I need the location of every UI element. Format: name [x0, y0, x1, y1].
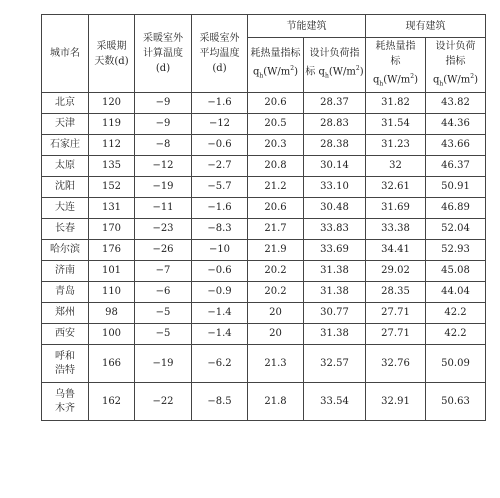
table-row: [42, 261, 486, 282]
header-existing-heat-index: 耗热量指 标 $q_h(W/m^2)$: [366, 38, 426, 93]
cell-energy-heat-index: 21.8: [248, 383, 304, 421]
cell-city: 太原: [42, 156, 89, 177]
header-calc-temp-line3: (d): [155, 63, 171, 74]
table-row: [42, 219, 486, 240]
cell-existing-heat-index: 34.41: [366, 240, 426, 261]
header-energy-load-line1: 设计负荷指: [309, 48, 360, 60]
cell-energy-heat-index: 21.7: [248, 219, 304, 240]
header-existing-load-line1: 设计负荷: [435, 40, 476, 52]
cell-energy-load-index: 28.38: [304, 135, 366, 156]
cell-avg-temp: −1.4: [192, 303, 248, 324]
cell-heating-days: 120: [89, 93, 135, 114]
cell-energy-load-index: 31.38: [304, 282, 366, 303]
cell-avg-temp: −8.5: [192, 383, 248, 421]
cell-city: 呼和 浩特: [42, 345, 89, 383]
cell-energy-heat-index: 20.5: [248, 114, 304, 135]
header-avg-temp-line2: 平均温度: [199, 48, 240, 59]
cell-energy-heat-index: 20.6: [248, 198, 304, 219]
cell-calc-temp: −19: [135, 177, 192, 198]
header-avg-temp: [192, 15, 248, 93]
cell-city: 石家庄: [42, 135, 89, 156]
header-heating-days-line2: 天数(d): [94, 55, 129, 67]
table-row: [42, 282, 486, 303]
header-existing-heat-line2: 标: [390, 55, 401, 67]
cell-city: 哈尔滨: [42, 240, 89, 261]
cell-existing-heat-index: 31.23: [366, 135, 426, 156]
header-energy-heat-line1: 耗热量指标: [250, 48, 301, 60]
table-row: [42, 156, 486, 177]
cell-avg-temp: −1.4: [192, 324, 248, 345]
cell-existing-heat-index: 33.38: [366, 219, 426, 240]
cell-energy-heat-index: 20.6: [248, 93, 304, 114]
header-existing-heat-line1: 耗热量指: [375, 40, 416, 52]
cell-heating-days: 100: [89, 324, 135, 345]
cell-existing-load-index: 50.09: [426, 345, 486, 383]
header-calc-temp-line1: 采暖室外: [143, 33, 183, 44]
cell-existing-heat-index: 27.71: [366, 324, 426, 345]
cell-existing-load-index: 50.63: [426, 383, 486, 421]
cell-energy-heat-index: 20.3: [248, 135, 304, 156]
header-avg-temp-line3: (d): [212, 63, 227, 74]
cell-avg-temp: −0.9: [192, 282, 248, 303]
cell-avg-temp: −12: [192, 114, 248, 135]
cell-calc-temp: −22: [135, 383, 192, 421]
cell-city: 大连: [42, 198, 89, 219]
cell-calc-temp: −5: [135, 303, 192, 324]
cell-city: 济南: [42, 261, 89, 282]
cell-calc-temp: −6: [135, 282, 192, 303]
cell-avg-temp: −8.3: [192, 219, 248, 240]
cell-energy-heat-index: 20.2: [248, 261, 304, 282]
cell-existing-load-index: 42.2: [426, 303, 486, 324]
header-energy-saving-group: 节能建筑: [248, 15, 366, 38]
cell-city: 郑州: [42, 303, 89, 324]
heating-index-table: [41, 14, 486, 421]
cell-avg-temp: −6.2: [192, 345, 248, 383]
table-row: [42, 114, 486, 135]
cell-existing-heat-index: 27.71: [366, 303, 426, 324]
cell-city: 沈阳: [42, 177, 89, 198]
header-calc-temp-line2: 计算温度: [143, 48, 183, 59]
table-row: [42, 383, 486, 421]
cell-avg-temp: −0.6: [192, 135, 248, 156]
cell-energy-load-index: 31.38: [304, 324, 366, 345]
cell-existing-load-index: 44.04: [426, 282, 486, 303]
table-row: [42, 93, 486, 114]
cell-heating-days: 176: [89, 240, 135, 261]
header-existing-load-index: 设计负荷 指标 $q_h(W/m^2)$: [426, 38, 486, 93]
cell-energy-heat-index: 20: [248, 324, 304, 345]
cell-heating-days: 166: [89, 345, 135, 383]
cell-heating-days: 152: [89, 177, 135, 198]
cell-calc-temp: −11: [135, 198, 192, 219]
cell-energy-heat-index: 21.2: [248, 177, 304, 198]
cell-existing-heat-index: 31.69: [366, 198, 426, 219]
cell-city: 西安: [42, 324, 89, 345]
cell-heating-days: 98: [89, 303, 135, 324]
cell-energy-heat-index: 20.8: [248, 156, 304, 177]
cell-existing-heat-index: 29.02: [366, 261, 426, 282]
cell-energy-load-index: 32.57: [304, 345, 366, 383]
cell-calc-temp: −9: [135, 93, 192, 114]
cell-existing-heat-index: 32.76: [366, 345, 426, 383]
cell-energy-load-index: 30.48: [304, 198, 366, 219]
cell-existing-load-index: 46.89: [426, 198, 486, 219]
cell-existing-heat-index: 32.61: [366, 177, 426, 198]
cell-energy-load-index: 28.37: [304, 93, 366, 114]
cell-energy-load-index: 30.77: [304, 303, 366, 324]
cell-energy-load-index: 33.69: [304, 240, 366, 261]
cell-energy-load-index: 30.14: [304, 156, 366, 177]
cell-heating-days: 135: [89, 156, 135, 177]
header-city: 城市名: [42, 15, 89, 93]
table-row: [42, 198, 486, 219]
cell-city: 北京: [42, 93, 89, 114]
cell-existing-load-index: 43.66: [426, 135, 486, 156]
header-existing-group: 现有建筑: [366, 15, 486, 38]
table-row: [42, 135, 486, 156]
cell-calc-temp: −7: [135, 261, 192, 282]
cell-existing-heat-index: 32.91: [366, 383, 426, 421]
cell-heating-days: 101: [89, 261, 135, 282]
header-avg-temp-line1: 采暖室外: [199, 33, 240, 44]
cell-avg-temp: −2.7: [192, 156, 248, 177]
cell-city: 长春: [42, 219, 89, 240]
cell-energy-load-index: 28.83: [304, 114, 366, 135]
table-row: [42, 240, 486, 261]
cell-existing-heat-index: 31.82: [366, 93, 426, 114]
cell-heating-days: 131: [89, 198, 135, 219]
heating-index-table-wrapper: [41, 14, 486, 421]
cell-existing-load-index: 46.37: [426, 156, 486, 177]
cell-calc-temp: −5: [135, 324, 192, 345]
cell-energy-load-index: 33.10: [304, 177, 366, 198]
cell-city: 天津: [42, 114, 89, 135]
table-row: [42, 177, 486, 198]
cell-calc-temp: −23: [135, 219, 192, 240]
cell-city: 青岛: [42, 282, 89, 303]
cell-existing-load-index: 45.08: [426, 261, 486, 282]
header-heating-days: [89, 15, 135, 93]
cell-city: 乌鲁 木齐: [42, 383, 89, 421]
cell-energy-load-index: 33.54: [304, 383, 366, 421]
header-energy-load-index: 设计负荷指 标 $q_h(W/m^2)$: [304, 38, 366, 93]
cell-avg-temp: −10: [192, 240, 248, 261]
table-row: [42, 324, 486, 345]
cell-avg-temp: −1.6: [192, 93, 248, 114]
cell-avg-temp: −0.6: [192, 261, 248, 282]
cell-calc-temp: −12: [135, 156, 192, 177]
table-body: [42, 93, 486, 421]
header-calc-temp: [135, 15, 192, 93]
cell-energy-heat-index: 21.9: [248, 240, 304, 261]
cell-avg-temp: −5.7: [192, 177, 248, 198]
cell-energy-heat-index: 20.2: [248, 282, 304, 303]
header-energy-heat-index: 耗热量指标 $q_h(W/m^2)$: [248, 38, 304, 93]
cell-heating-days: 170: [89, 219, 135, 240]
header-existing-load-line2: 指标: [445, 55, 466, 67]
cell-heating-days: 162: [89, 383, 135, 421]
table-row: [42, 303, 486, 324]
cell-existing-load-index: 43.82: [426, 93, 486, 114]
cell-existing-load-index: 50.91: [426, 177, 486, 198]
cell-energy-heat-index: 20: [248, 303, 304, 324]
cell-avg-temp: −1.6: [192, 198, 248, 219]
cell-calc-temp: −19: [135, 345, 192, 383]
header-heating-days-line1: 采暖期: [96, 40, 127, 52]
cell-existing-load-index: 52.93: [426, 240, 486, 261]
cell-existing-load-index: 42.2: [426, 324, 486, 345]
cell-heating-days: 110: [89, 282, 135, 303]
cell-energy-load-index: 31.38: [304, 261, 366, 282]
cell-energy-load-index: 33.83: [304, 219, 366, 240]
cell-existing-load-index: 44.36: [426, 114, 486, 135]
cell-existing-load-index: 52.04: [426, 219, 486, 240]
cell-energy-heat-index: 21.3: [248, 345, 304, 383]
cell-existing-heat-index: 28.35: [366, 282, 426, 303]
cell-heating-days: 112: [89, 135, 135, 156]
cell-heating-days: 119: [89, 114, 135, 135]
cell-calc-temp: −26: [135, 240, 192, 261]
table-row: [42, 345, 486, 383]
cell-existing-heat-index: 31.54: [366, 114, 426, 135]
cell-calc-temp: −8: [135, 135, 192, 156]
cell-existing-heat-index: 32: [366, 156, 426, 177]
cell-calc-temp: −9: [135, 114, 192, 135]
